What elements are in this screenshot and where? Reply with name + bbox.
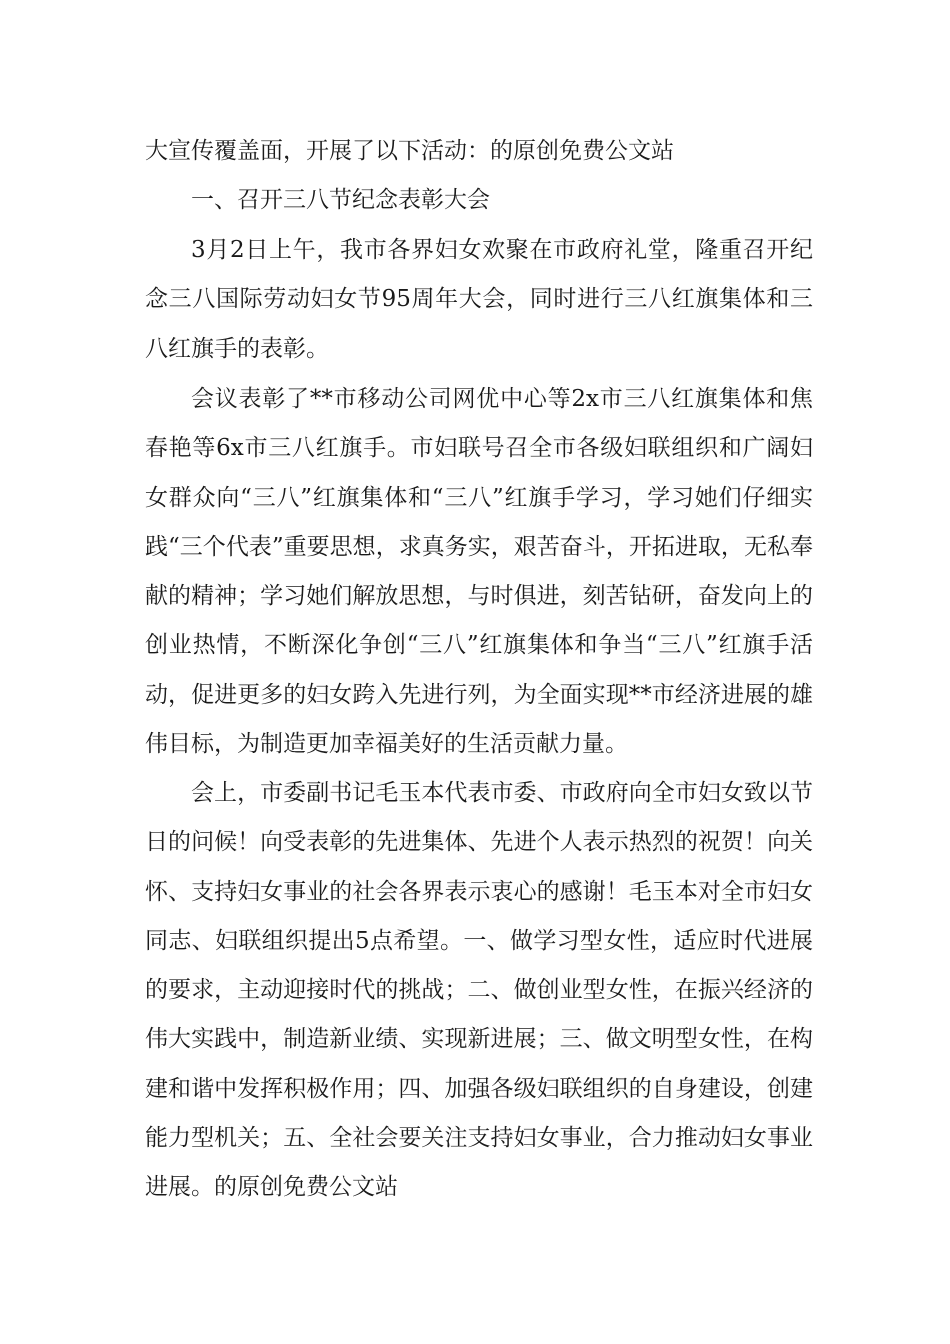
paragraph-text: 3月2日上午，我市各界妇女欢聚在市政府礼堂，隆重召开纪念三八国际劳动妇女节95周年大会，同时进行三八红旗集体和三八红旗手的表彰。 <box>145 237 813 362</box>
paragraph-meeting <box>145 226 813 374</box>
paragraph-continuation <box>145 127 813 176</box>
paragraph-speech <box>145 769 813 1213</box>
paragraph-text: 大宣传覆盖面，开展了以下活动：的原创免费公文站 <box>145 138 674 164</box>
paragraph-text: 会议表彰了**市移动公司网优中心等2x市三八红旗集体和焦春艳等6x市三八红旗手。市妇联号召全市各级妇联组织和广阔妇女群众向“三八”红旗集体和“三八”红旗手学习，学习她们仔细实践“三个代表”重要思想，求真务实，艰苦奋斗，开拓进取，无私奉献的精神；学习她们解放思想，与时俱进，刻苦钻研，奋发向上的创业热情，不断深化争创“三八”红旗集体和争当“三八”红旗手活动，促进更多的妇女跨入先进行列，为全面实现**市经济进展的雄伟目标，为制造更加幸福美好的生活贡献力量。 <box>145 386 813 758</box>
paragraph-commendation <box>145 375 813 769</box>
paragraph-text: 会上，市委副书记毛玉本代表市委、市政府向全市妇女致以节日的问候！向受表彰的先进集体、先进个人表示热烈的祝贺！向关怀、支持妇女事业的社会各界表示衷心的感谢！毛玉本对全市妇女同志、妇联组织提出5点希望。一、做学习型女性，适应时代进展的要求，主动迎接时代的挑战；二、做创业型女性，在振兴经济的伟大实践中，制造新业绩、实现新进展；三、做文明型女性，在构建和谐中发挥积极作用；四、加强各级妇联组织的自身建设，创建能力型机关；五、全社会要关注支持妇女事业，合力推动妇女事业进展。的原创免费公文站 <box>145 780 813 1201</box>
section-heading-text: 一、召开三八节纪念表彰大会 <box>191 187 490 213</box>
section-heading <box>145 176 813 225</box>
